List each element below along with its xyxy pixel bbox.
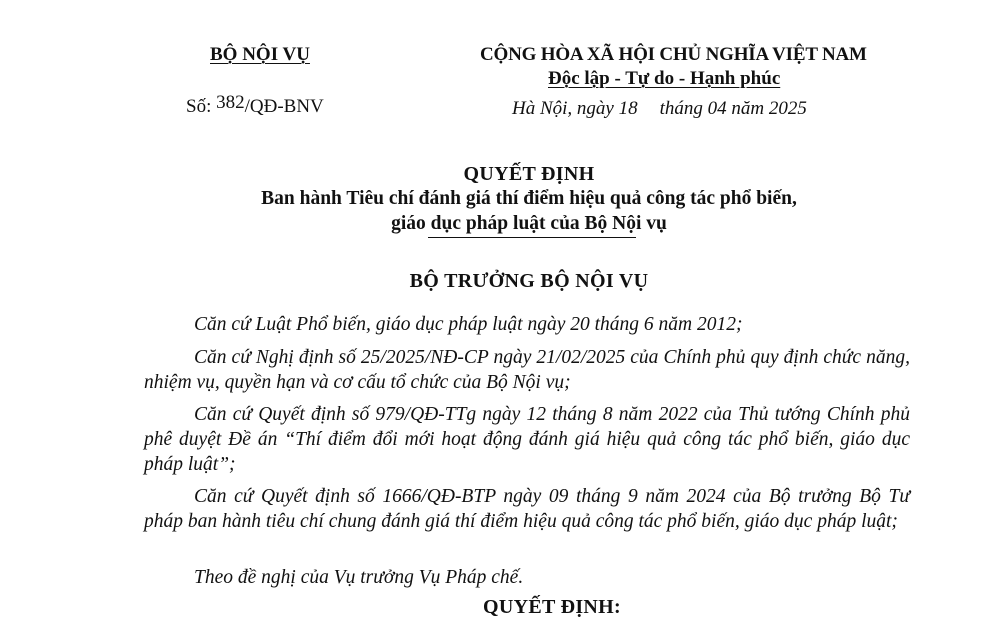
document-number-suffix: /QĐ-BNV bbox=[244, 96, 324, 117]
decision-title: QUYẾT ĐỊNH bbox=[463, 163, 595, 185]
place-date bbox=[512, 98, 807, 120]
subtitle-underline bbox=[428, 237, 636, 238]
decision-subtitle-line-2: giáo dục pháp luật của Bộ Nội vụ bbox=[391, 213, 667, 234]
legal-basis-1: Căn cứ Luật Phổ biến, giáo dục pháp luật ngày 20 tháng 6 năm 2012; bbox=[194, 314, 743, 335]
national-motto: Độc lập - Tự do - Hạnh phúc bbox=[548, 68, 781, 89]
document-number bbox=[186, 92, 324, 118]
decision-subtitle-line-1: Ban hành Tiêu chí đánh giá thí điểm hiệu quả công tác phổ biến, bbox=[261, 188, 797, 209]
authority-title: BỘ TRƯỞNG BỘ NỘI VỤ bbox=[409, 270, 649, 292]
legal-basis-4: Căn cứ Quyết định số 1666/QĐ-BTP ngày 09 tháng 9 năm 2024 của Bộ trưởng Bộ Tư pháp ban hành tiêu chí chung đánh giá thí điểm hiệu quả công tác phổ biến, giáo dục pháp luật; bbox=[144, 486, 910, 532]
national-title: CỘNG HÒA XÃ HỘI CHỦ NGHĨA VIỆT NAM bbox=[480, 44, 867, 65]
legal-basis-3: Căn cứ Quyết định số 979/QĐ-TTg ngày 12 tháng 8 năm 2022 của Thủ tướng Chính phủ phê duyệt Đề án “Thí điểm đổi mới hoạt động đánh giá hiệu quả công tác phổ biến, giáo dục pháp luật”; bbox=[144, 404, 910, 475]
legal-basis-2: Căn cứ Nghị định số 25/2025/NĐ-CP ngày 21/02/2025 của Chính phủ quy định chức năng, nhiệm vụ, quyền hạn và cơ cấu tổ chức của Bộ Nội vụ; bbox=[144, 347, 910, 393]
place-date-part-2: tháng 04 năm 2025 bbox=[659, 98, 807, 119]
document-number-prefix: Số: bbox=[186, 96, 212, 117]
decides-heading: QUYẾT ĐỊNH: bbox=[483, 596, 621, 618]
place-date-part-1: Hà Nội, ngày 18 bbox=[512, 98, 638, 119]
issuing-agency: BỘ NỘI VỤ bbox=[210, 44, 310, 65]
document-number-value: 382 bbox=[216, 92, 245, 113]
proposal-basis: Theo đề nghị của Vụ trưởng Vụ Pháp chế. bbox=[194, 567, 524, 588]
